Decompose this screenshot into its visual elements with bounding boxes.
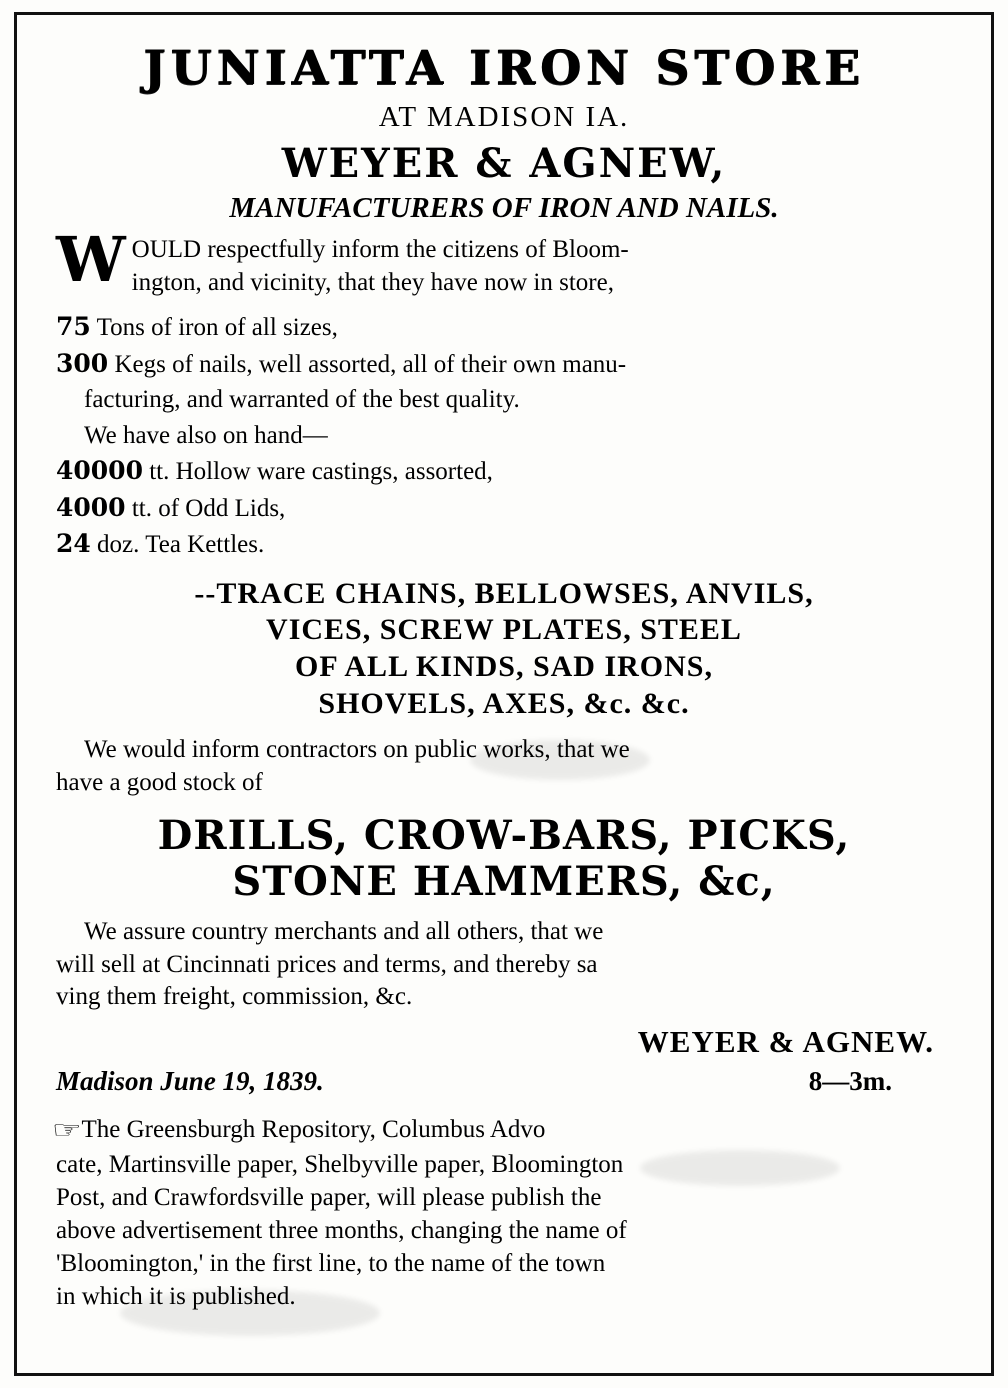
advertisement-content	[26, 22, 982, 1323]
ad-reprint-notice	[51, 1113, 952, 1313]
ad-dropcap: W	[56, 223, 126, 297]
contractors-line-1: We would inform contractors on public works, that we	[84, 736, 630, 764]
contractors-line-2: have a good stock of	[56, 768, 263, 796]
ad-hardware-caps-list	[56, 576, 952, 722]
big-product-line: STONE HAMMERS, &c,	[232, 857, 776, 905]
caps-list-line: OF ALL KINDS, SAD IRONS,	[295, 650, 713, 684]
notice-line: cate, Martinsville paper, Shelbyville paper, Bloomington	[56, 1150, 624, 1178]
assurance-line: ving them freight, commission, &c.	[56, 983, 413, 1011]
hand-item-quantity: 40000	[56, 456, 143, 486]
ad-headline-firm: WEYER & AGNEW,	[281, 140, 727, 188]
hand-item-quantity: 4000	[56, 492, 126, 522]
ad-stock-list	[56, 311, 952, 562]
stock-quantity: 300	[56, 348, 109, 378]
stock-item	[56, 311, 952, 345]
stock-description: Tons of iron of all sizes,	[96, 314, 338, 342]
big-product-line: DRILLS, CROW-BARS, PICKS,	[157, 812, 851, 860]
ad-assurance-paragraph	[56, 916, 952, 1014]
ad-headline-location: AT MADISON IA.	[378, 101, 630, 134]
ad-date-row	[56, 1066, 952, 1097]
hand-item-quantity: 24	[56, 529, 91, 559]
notice-line: 'Bloomington,' in the first line, to the name of the town	[56, 1249, 606, 1277]
ad-headline-trade: MANUFACTURERS OF IRON AND NAILS.	[229, 192, 779, 225]
ad-contractors-paragraph	[56, 734, 952, 799]
ad-intro-line-1: OULD respectfully inform the citizens of Bloom-	[131, 236, 629, 264]
stock-quantity: 75	[56, 312, 91, 342]
ad-headline-store: JUNIATTA IRON STORE	[143, 41, 865, 96]
stock-item	[56, 348, 952, 382]
notice-line: Post, and Crawfordsville paper, will please publish the	[56, 1183, 602, 1211]
stock-description: Kegs of nails, well assorted, all of their own manu-	[114, 350, 627, 378]
ad-intro-paragraph	[56, 223, 952, 299]
caps-list-line: --TRACE CHAINS, BELLOWSES, ANVILS,	[194, 576, 814, 610]
hand-item	[56, 455, 952, 489]
also-on-hand-label: We have also on hand—	[84, 421, 328, 449]
notice-first-line	[51, 1113, 952, 1148]
assurance-line: We assure country merchants and all others, that we	[84, 918, 604, 946]
notice-line: The Greensburgh Repository, Columbus Advo	[81, 1115, 546, 1143]
ad-intro-line-2: ington, and vicinity, that they have now in store,	[131, 269, 614, 297]
notice-line: above advertisement three months, changing the name of	[56, 1216, 627, 1244]
assurance-line: will sell at Cincinnati prices and terms, and thereby sa	[56, 950, 598, 978]
ad-insertion-code: 8—3m.	[808, 1065, 892, 1096]
hand-item	[56, 492, 952, 526]
pointing-hand-icon: ☞	[51, 1117, 82, 1144]
notice-line: in which it is published.	[56, 1282, 296, 1310]
hand-item	[56, 528, 952, 562]
caps-list-line: VICES, SCREW PLATES, STEEL	[266, 613, 742, 647]
ad-big-products	[56, 813, 952, 904]
ad-signature: WEYER & AGNEW.	[637, 1023, 934, 1059]
ad-date-line: Madison June 19, 1839.	[56, 1065, 324, 1096]
hand-item-description: doz. Tea Kettles.	[97, 531, 265, 559]
hand-item-description: tt. Hollow ware castings, assorted,	[149, 458, 493, 486]
caps-list-line: SHOVELS, AXES, &c. &c.	[318, 686, 690, 720]
hand-item-description: tt. of Odd Lids,	[131, 494, 286, 522]
stock-continuation: facturing, and warranted of the best quality.	[84, 386, 520, 414]
